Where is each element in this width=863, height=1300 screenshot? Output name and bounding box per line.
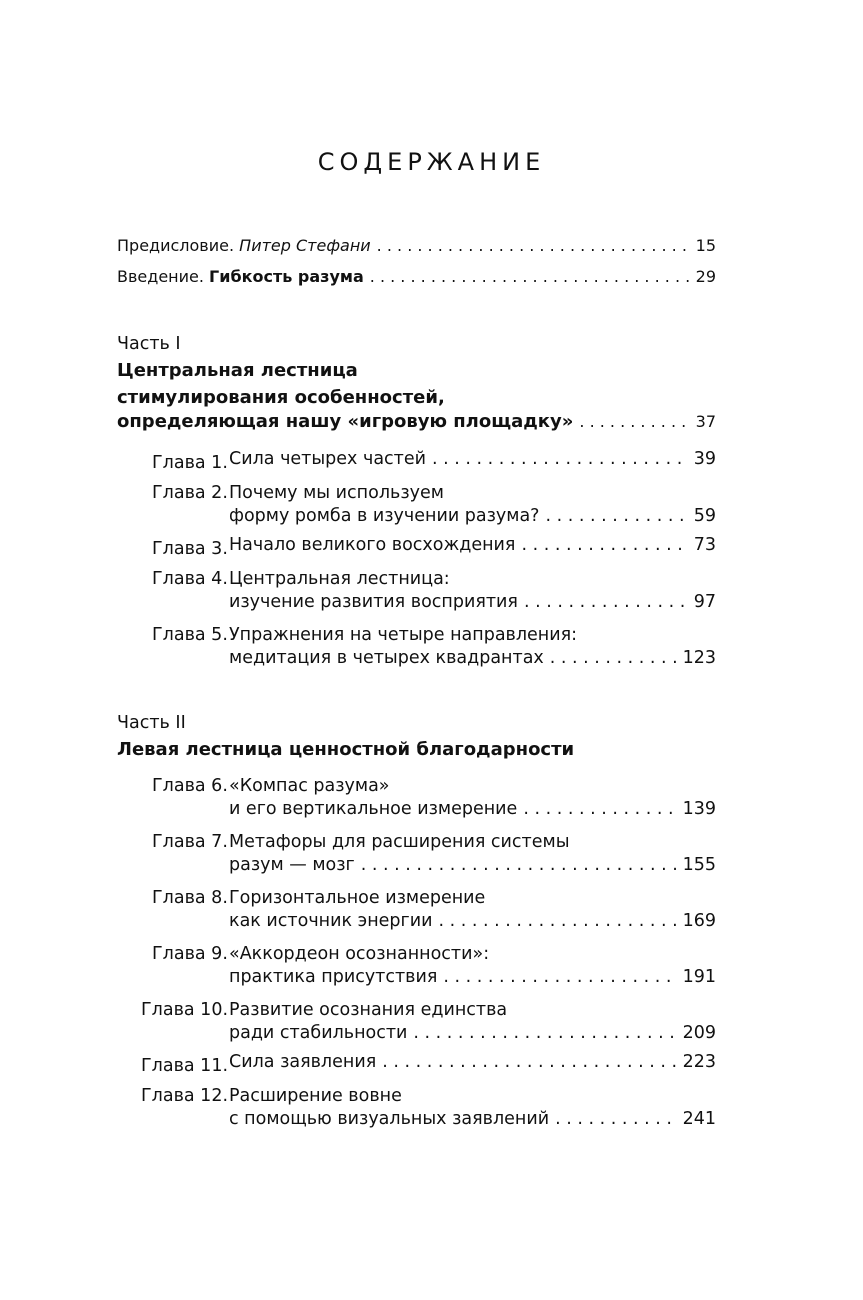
chapter-number: Глава 9. [152, 944, 228, 964]
page-number: 241 [682, 1109, 716, 1129]
chapter-number: Глава 2. [152, 483, 228, 503]
part-label: Часть I [117, 334, 181, 354]
part-title[interactable]: Левая лестница ценностной благодарности [117, 739, 575, 760]
chapter-title-cont: изучение развития восприятия [229, 592, 518, 612]
page-number: 59 [693, 506, 716, 526]
chapter-title-cont: форму ромба в изучении разума? [229, 506, 540, 526]
chapter-number: Глава 3. [152, 539, 228, 559]
chapter-title-cont: как источник энергии [229, 911, 433, 931]
page-number: 169 [682, 911, 716, 931]
chapter-title-cont: медитация в четырех квадрантах [229, 648, 544, 668]
chapter-title: Центральная лестница: [229, 569, 450, 589]
chapter-title-cont: практика присутствия [229, 967, 438, 987]
entry-author: Питер Стефани [239, 236, 371, 255]
toc-entry-part-1[interactable] [117, 411, 716, 439]
chapter-title-cont: и его вертикальное измерение [229, 799, 518, 819]
part-title-line: Центральная лестница [117, 360, 358, 381]
chapter-number: Глава 4. [152, 569, 228, 589]
dot-leader [377, 236, 690, 255]
chapter-title: «Аккордеон осознанности»: [229, 944, 490, 964]
page-number: 223 [682, 1052, 716, 1072]
chapter-number: Глава 5. [152, 625, 228, 645]
part-title-line: определяющая нашу «игровую площадку» [117, 411, 574, 432]
chapter-title: «Компас разума» [229, 776, 390, 796]
chapter-title: Метафоры для расширения системы [229, 832, 570, 852]
page-number: 155 [682, 855, 716, 875]
chapter-title: Сила заявления [229, 1052, 377, 1072]
dot-leader [524, 592, 688, 612]
dot-leader [432, 449, 688, 469]
entry-label: Введение. [117, 267, 204, 286]
chapter-number: Глава 8. [152, 888, 228, 908]
page-number: 123 [682, 648, 716, 668]
dot-leader [370, 267, 690, 286]
dot-leader [555, 1109, 677, 1129]
page-number: 37 [695, 412, 716, 431]
chapter-number: Глава 7. [152, 832, 228, 852]
dot-leader [521, 535, 687, 555]
chapter-number: Глава 12. [141, 1086, 229, 1106]
page-number: 73 [693, 535, 716, 555]
chapter-number: Глава 1. [152, 453, 228, 473]
page-number: 29 [695, 267, 716, 286]
chapter-number: Глава 6. [152, 776, 228, 796]
chapter-title: Расширение вовне [229, 1086, 402, 1106]
part-title-line: стимулирования особенностей, [117, 387, 445, 408]
dot-leader [579, 412, 689, 431]
chapter-title: Упражнения на четыре направления: [229, 625, 578, 645]
dot-leader [523, 799, 676, 819]
chapter-number: Глава 10. [141, 1000, 229, 1020]
dot-leader [361, 855, 677, 875]
page-number: 209 [682, 1023, 716, 1043]
chapter-title: Сила четырех частей [229, 449, 426, 469]
entry-title: Гибкость разума [209, 267, 364, 286]
chapter-title: Почему мы используем [229, 483, 444, 503]
toc-entry-introduction[interactable] [117, 267, 716, 295]
dot-leader [443, 967, 676, 987]
dot-leader [382, 1052, 676, 1072]
chapter-number: Глава 11. [141, 1056, 229, 1076]
dot-leader [545, 506, 687, 526]
chapter-title-cont: с помощью визуальных заявлений [229, 1109, 550, 1129]
chapter-title-cont: ради стабильности [229, 1023, 408, 1043]
chapter-title: Начало великого восхождения [229, 535, 516, 555]
entry-label: Предисловие. [117, 236, 235, 255]
chapter-title-cont: разум — мозг [229, 855, 355, 875]
dot-leader [413, 1023, 676, 1043]
page-number: 15 [695, 236, 716, 255]
page-title: СОДЕРЖАНИЕ [317, 148, 546, 176]
page-number: 191 [682, 967, 716, 987]
chapter-title: Развитие осознания единства [229, 1000, 508, 1020]
dot-leader [438, 911, 676, 931]
page-number: 139 [682, 799, 716, 819]
toc-entry-preface[interactable] [117, 236, 716, 264]
dot-leader [550, 648, 677, 668]
page-number: 39 [693, 449, 716, 469]
part-label: Часть II [117, 713, 186, 733]
page-number: 97 [693, 592, 716, 612]
chapter-title: Горизонтальное измерение [229, 888, 486, 908]
